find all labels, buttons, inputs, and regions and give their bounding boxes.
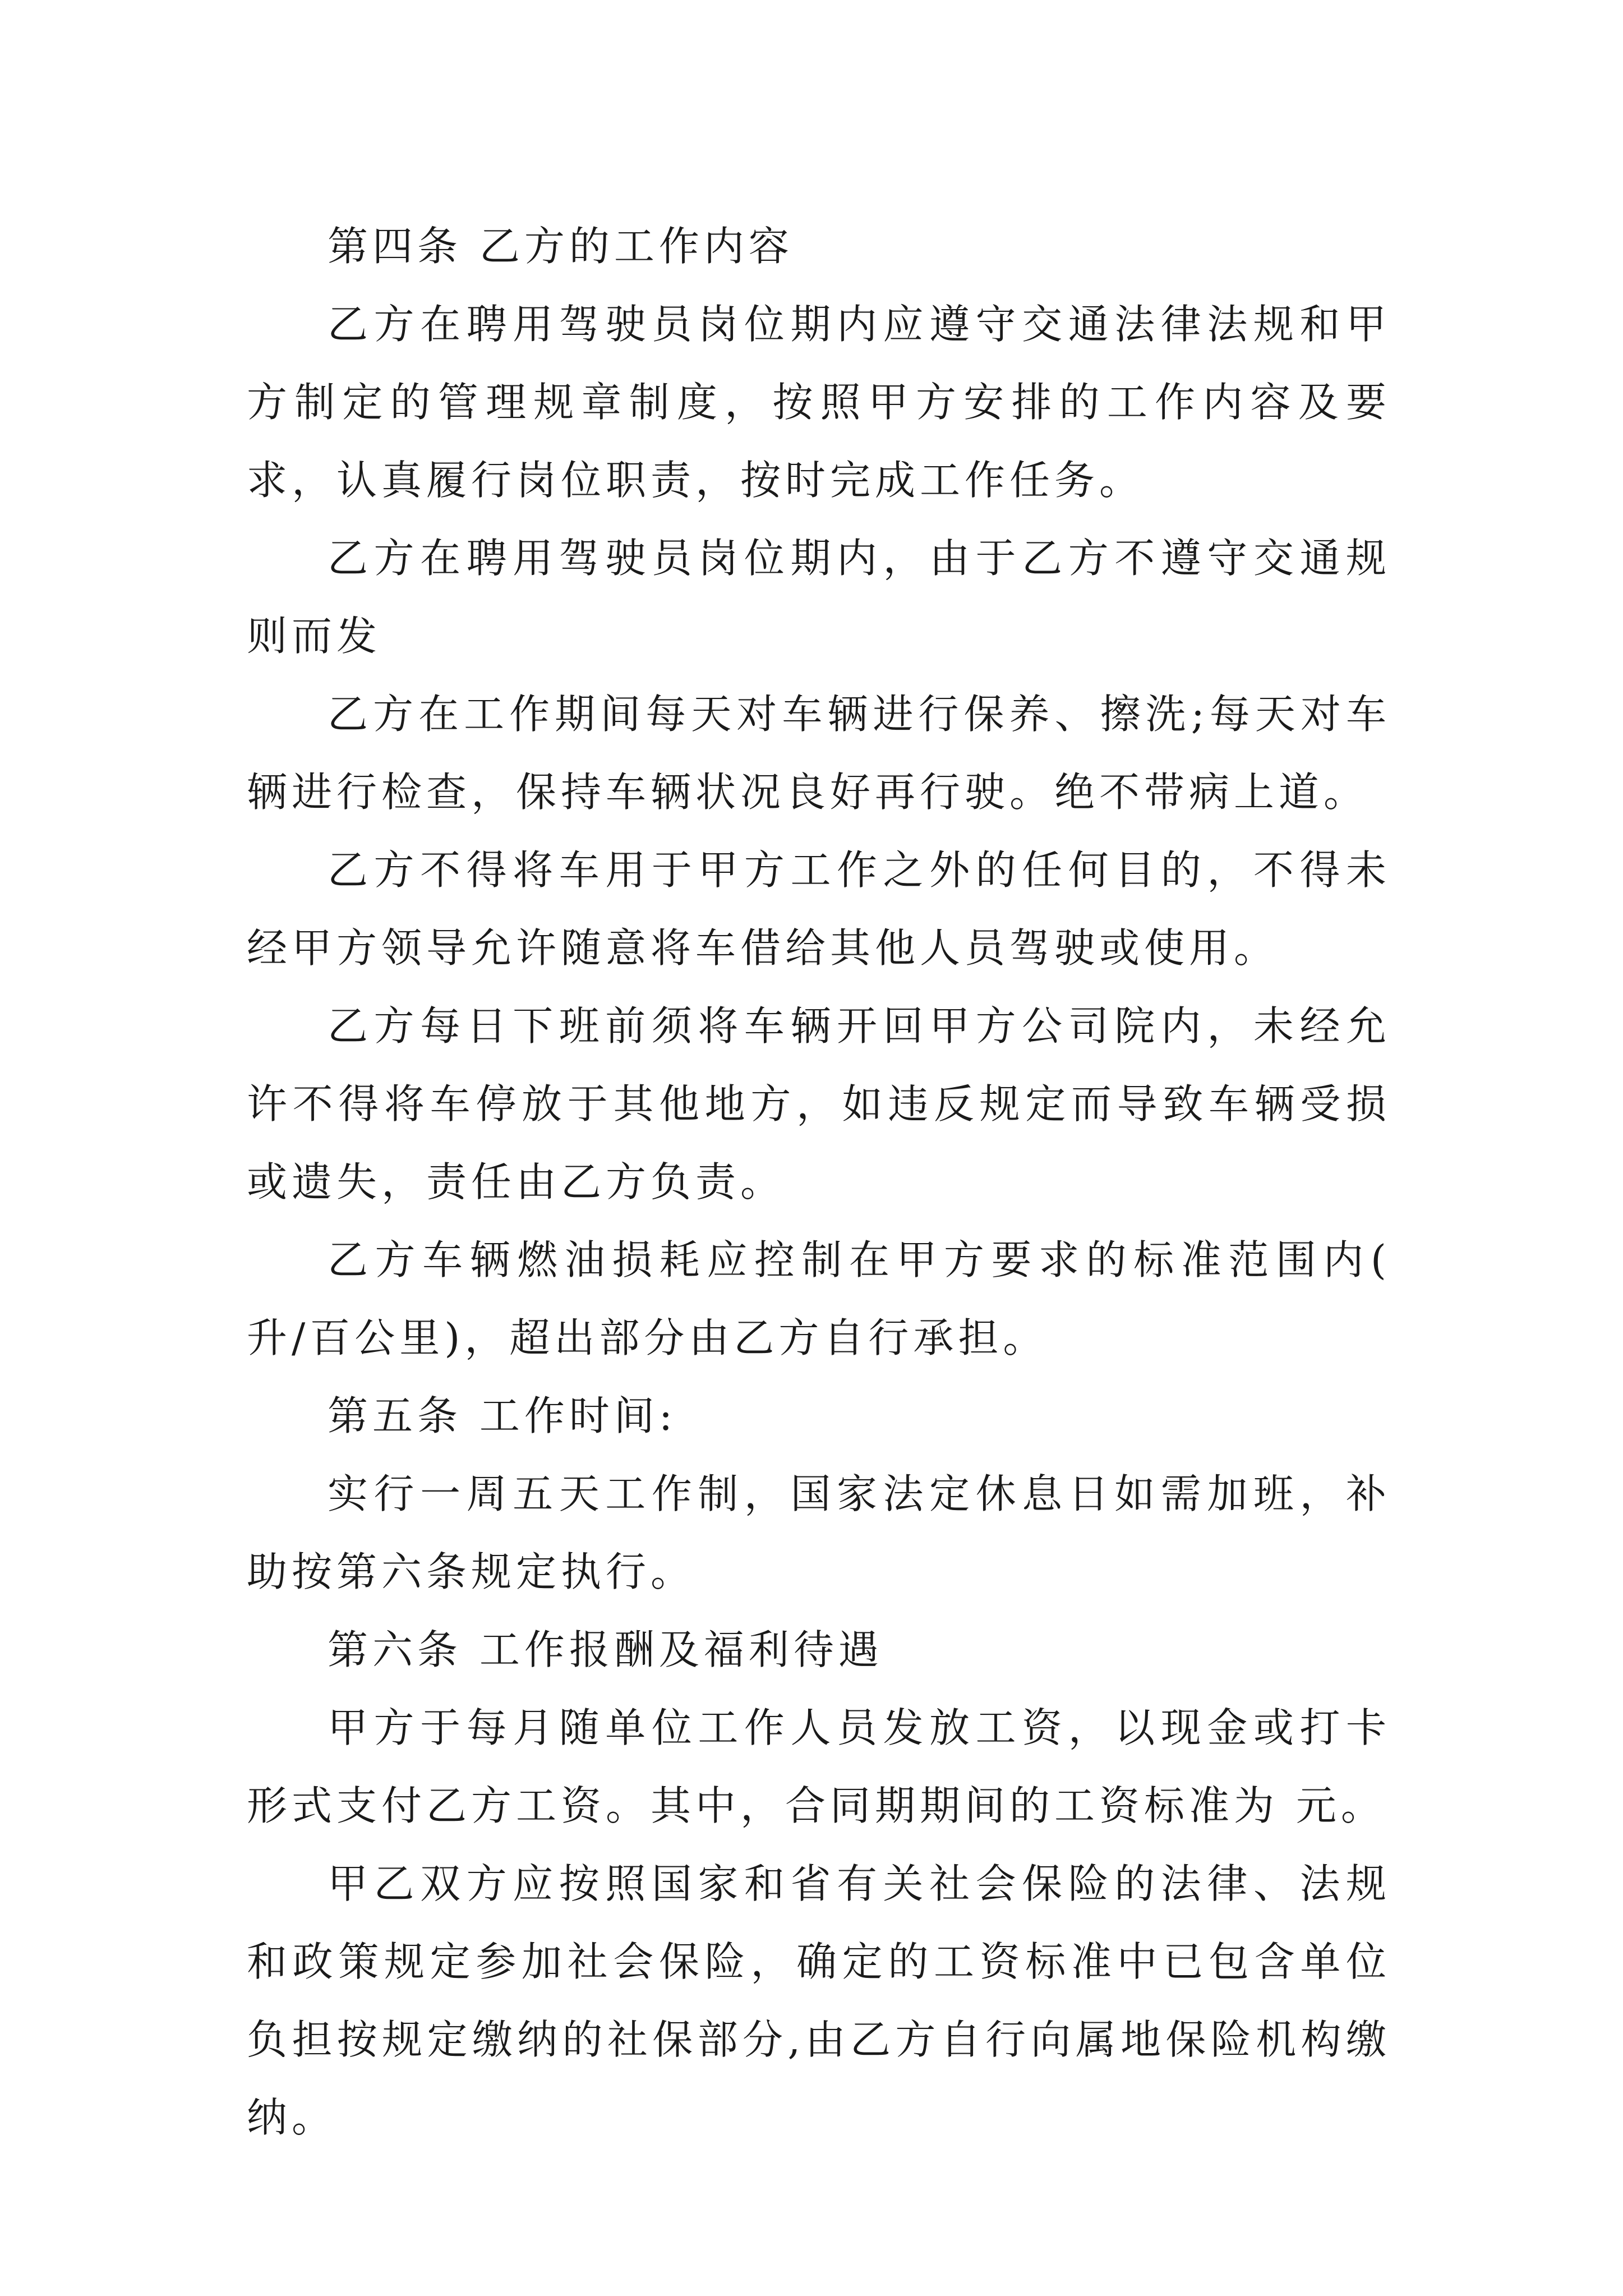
paragraph: 乙方在聘用驾驶员岗位期内应遵守交通法律法规和甲方制定的管理规章制度，按照甲方安排的工作内容及要求，认真履行岗位职责，按时完成工作任务。 bbox=[247, 301, 1391, 504]
document-page bbox=[247, 208, 1391, 2157]
paragraph: 乙方车辆燃油损耗应控制在甲方要求的标准范围内( 升/百公里)，超出部分由乙方自行承担。 bbox=[247, 1236, 1391, 1361]
article-6-heading: 第六条 工作报酬及福利待遇 bbox=[328, 1626, 883, 1673]
article-5-heading: 第五条 工作时间: bbox=[328, 1392, 677, 1439]
paragraph: 乙方每日下班前须将车辆开回甲方公司院内，未经允许不得将车停放于其他地方，如违反规定而导致车辆受损或遗失，责任由乙方负责。 bbox=[247, 1002, 1391, 1205]
article-4-heading: 第四条 乙方的工作内容 bbox=[328, 223, 794, 270]
paragraph: 甲乙双方应按照国家和省有关社会保险的法律、法规和政策规定参加社会保险，确定的工资标准中已包含单位负担按规定缴纳的社保部分,由乙方自行向属地保险机构缴纳。 bbox=[247, 1860, 1391, 2141]
paragraph: 乙方在工作期间每天对车辆进行保养、擦洗;每天对车辆进行检查，保持车辆状况良好再行驶。绝不带病上道。 bbox=[247, 691, 1391, 816]
paragraph: 甲方于每月随单位工作人员发放工资，以现金或打卡形式支付乙方工资。其中，合同期期间的工资标准为 元。 bbox=[247, 1704, 1391, 1829]
paragraph: 实行一周五天工作制，国家法定休息日如需加班，补助按第六条规定执行。 bbox=[247, 1470, 1391, 1595]
paragraph: 乙方不得将车用于甲方工作之外的任何目的，不得未经甲方领导允许随意将车借给其他人员驾驶或使用。 bbox=[247, 846, 1391, 972]
paragraph: 乙方在聘用驾驶员岗位期内，由于乙方不遵守交通规则而发 bbox=[247, 535, 1391, 660]
